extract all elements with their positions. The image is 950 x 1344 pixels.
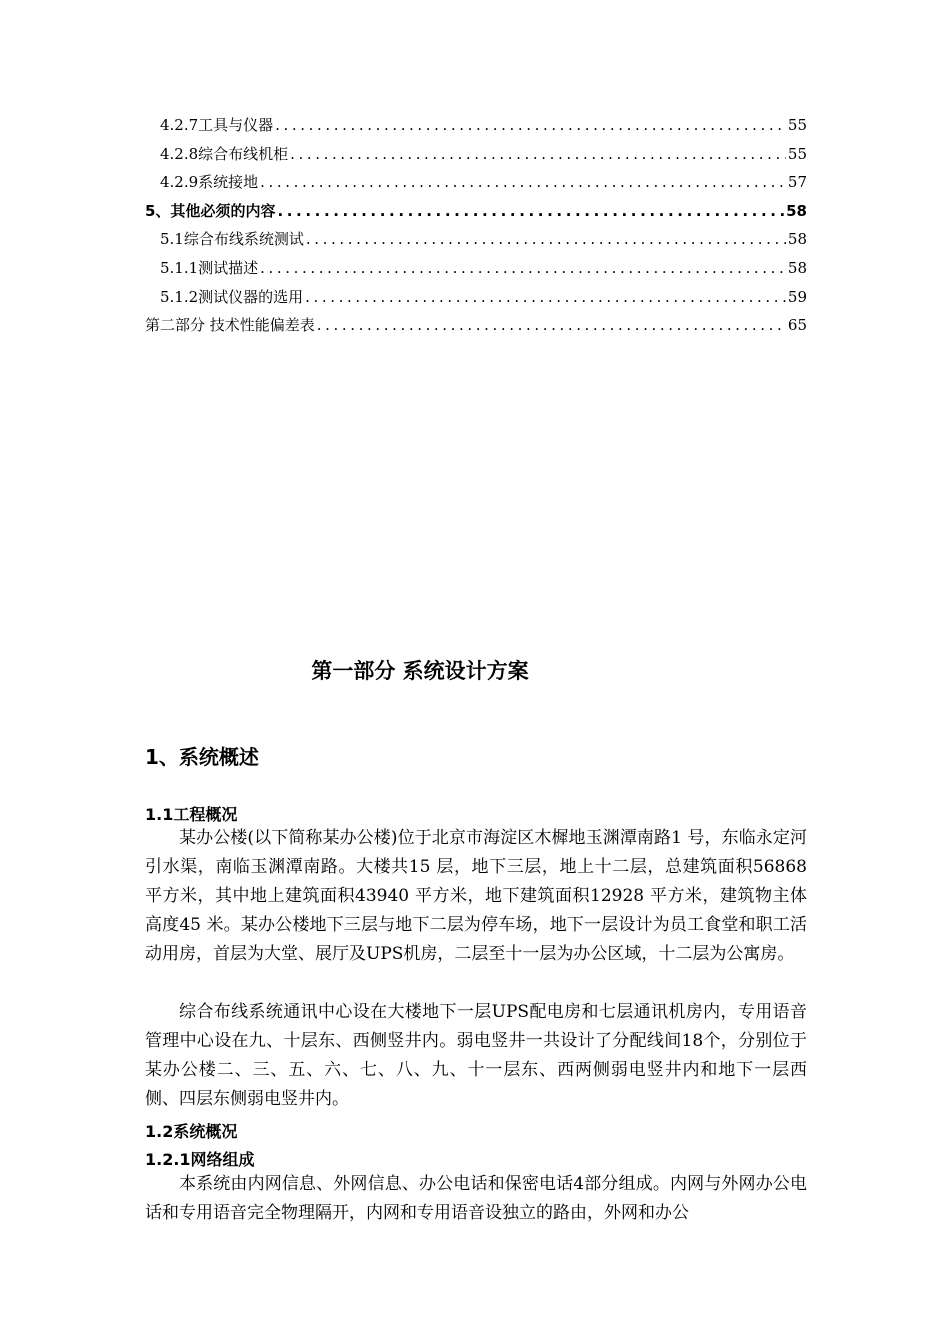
toc-entry-title: 4.2.8综合布线机柜 bbox=[160, 145, 289, 163]
toc-entry-title: 5.1.2测试仪器的选用 bbox=[160, 288, 304, 306]
section-heading-1-2-1: 1.2.1网络组成 bbox=[145, 1150, 255, 1169]
toc-entry-title: 5.1.1测试描述 bbox=[160, 259, 259, 277]
toc-entry[interactable] bbox=[160, 225, 807, 253]
toc-entry[interactable] bbox=[160, 254, 807, 282]
toc-entry-title: 4.2.9系统接地 bbox=[160, 173, 259, 191]
section-heading-1: 1、系统概述 bbox=[145, 745, 259, 769]
toc-entry[interactable] bbox=[160, 140, 807, 168]
section-heading-1-2: 1.2系统概况 bbox=[145, 1122, 238, 1141]
toc-entry-title: 5.1综合布线系统测试 bbox=[160, 230, 304, 248]
toc-entry-page: 55 bbox=[787, 116, 807, 134]
toc-entry-title: 4.2.7工具与仪器 bbox=[160, 116, 274, 134]
part-title: 第一部分 系统设计方案 bbox=[311, 659, 529, 683]
toc-entry-page: 58 bbox=[787, 259, 807, 277]
toc-entry-page: 58 bbox=[787, 230, 807, 248]
toc-entry-page: 57 bbox=[787, 173, 807, 191]
toc-entry[interactable] bbox=[160, 111, 807, 139]
toc-leader-dots bbox=[290, 140, 786, 168]
toc-leader-dots bbox=[275, 111, 786, 139]
section-heading-1-1: 1.1工程概况 bbox=[145, 805, 238, 824]
paragraph-project-overview: 某办公楼(以下简称某办公楼)位于北京市海淀区木樨地玉渊潭南路1 号，东临永定河引水渠，南临玉渊潭南路。大楼共15 层，地下三层，地上十二层，总建筑面积56868 平方米，其中地上建筑面积43940 平方米，地下建筑面积12928 平方米，建筑物主体高度45 米。某办公楼地下三层与地下二层为停车场，地下一层设计为员工食堂和职工活动用房，首层为大堂、展厅及UPS机房，二层至十一层为办公区域，十二层为公寓房。 bbox=[145, 828, 807, 964]
toc-entry-page: 59 bbox=[787, 288, 807, 306]
toc-leader-dots bbox=[317, 311, 786, 339]
toc-leader-dots bbox=[260, 168, 786, 196]
paragraph-communication-center: 综合布线系统通讯中心设在大楼地下一层UPS配电房和七层通讯机房内，专用语音管理中心设在九、十层东、西侧竖井内。弱电竖井一共设计了分配线间18个，分别位于某办公楼二、三、五、六、七、八、九、十一层东、西两侧弱电竖井内和地下一层西侧、四层东侧弱电竖井内。 bbox=[145, 1002, 807, 1109]
toc-entry-page: 58 bbox=[786, 202, 807, 220]
toc-leader-dots bbox=[260, 254, 786, 282]
toc-leader-dots bbox=[305, 283, 786, 311]
toc-entry[interactable] bbox=[160, 168, 807, 196]
toc-entry[interactable] bbox=[145, 311, 807, 339]
toc-entry-title: 5、其他必须的内容 bbox=[145, 202, 276, 220]
toc-entry[interactable] bbox=[145, 197, 807, 225]
paragraph-network-composition: 本系统由内网信息、外网信息、办公电话和保密电话4部分组成。内网与外网办公电话和专用语音完全物理隔开，内网和专用语音设独立的路由，外网和办公 bbox=[145, 1174, 807, 1223]
toc-entry-title: 第二部分 技术性能偏差表 bbox=[145, 316, 315, 334]
toc-leader-dots bbox=[277, 197, 784, 225]
toc-entry-page: 65 bbox=[787, 316, 807, 334]
toc-entry[interactable] bbox=[160, 283, 807, 311]
toc-leader-dots bbox=[306, 225, 786, 253]
toc-entry-page: 55 bbox=[787, 145, 807, 163]
